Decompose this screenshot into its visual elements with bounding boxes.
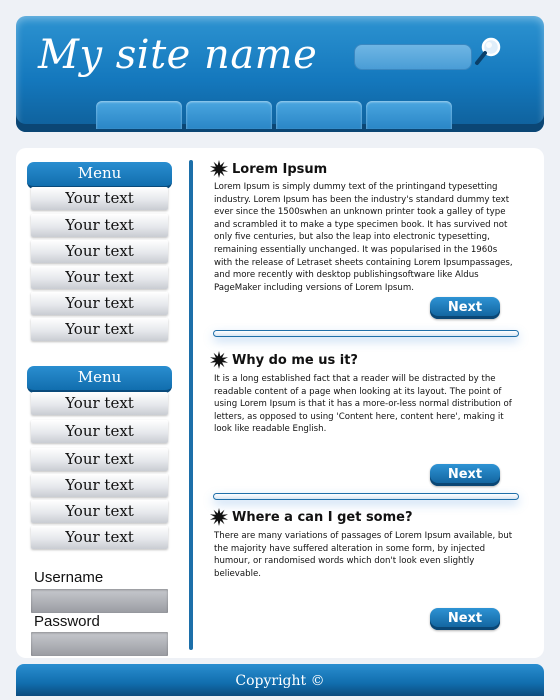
article-3-body: There are many variations of passages of Lorem Ipsum available, but the majority have suffered alteration in some form, by injected humour, or randomised words which don't look even slightly believable.	[214, 531, 513, 579]
menu-2-item[interactable]: Your text	[31, 392, 168, 415]
search-input[interactable]	[354, 44, 472, 70]
menu-1-item[interactable]: Your text	[31, 240, 168, 263]
menu-1-item[interactable]: Your text	[31, 187, 168, 210]
article-1-next-button[interactable]: Next	[430, 297, 500, 319]
menu-2-item[interactable]: Your text	[31, 526, 168, 549]
starburst-icon	[210, 351, 228, 369]
menu-1-item[interactable]: Your text	[31, 318, 168, 341]
nav-tab-4[interactable]	[366, 101, 452, 129]
article-2-next-button[interactable]: Next	[430, 464, 500, 486]
article-divider	[213, 493, 519, 500]
site-footer: Copyright ©	[16, 664, 544, 696]
menu-2-item[interactable]: Your text	[31, 448, 168, 471]
menu-1-header: Menu	[27, 162, 172, 189]
username-label: Username	[34, 569, 104, 586]
menu-2-item[interactable]: Your text	[31, 420, 168, 443]
column-divider	[189, 160, 193, 650]
password-field[interactable]	[31, 632, 168, 656]
article-2-title	[210, 351, 358, 369]
article-3-title	[210, 508, 413, 526]
article-3-next-button[interactable]: Next	[430, 608, 500, 630]
menu-2-item[interactable]: Your text	[31, 500, 168, 523]
article-1-body: Lorem Ipsum is simply dummy text of the printingand typesetting industry. Lorem Ipsum has been the industry's standard dummy text ever since the 1500swhen an unknown printer took a galley of type and scrambled it to make a type specimen book. It has survived not only five centuries, but also the leap into electronic typesetting, remaining essentially unchanged. It was popularised in the 1960s with the release of Letraset sheets containing Lorem Ipsumpassages, and more recently with desktop publishingsoftware like Aldus PageMaker including versions of Lorem Ipsum.	[214, 182, 513, 293]
menu-1-item[interactable]: Your text	[31, 266, 168, 289]
nav-tab-1[interactable]	[96, 101, 182, 129]
menu-2-item[interactable]: Your text	[31, 474, 168, 497]
menu-1-item[interactable]: Your text	[31, 292, 168, 315]
nav-tab-2[interactable]	[186, 101, 272, 129]
article-divider	[213, 330, 519, 337]
article-1-title	[210, 160, 327, 178]
article-1-title-text: Lorem Ipsum	[232, 161, 328, 177]
starburst-icon	[210, 508, 228, 526]
starburst-icon	[210, 160, 228, 178]
menu-1-item[interactable]: Your text	[31, 214, 168, 237]
site-header	[16, 16, 544, 132]
search-icon[interactable]	[474, 36, 502, 66]
article-2-body: It is a long established fact that a reader will be distracted by the readable content of a page when looking at its layout. The point of using Lorem Ipsum is that it has a more-or-less normal distribution of letters, as opposed to using 'Content here, content here', making it look like readable English.	[214, 374, 512, 435]
site-title[interactable]: My site name	[38, 32, 318, 78]
article-2-title-text: Why do me us it?	[232, 352, 358, 368]
menu-2-header: Menu	[27, 366, 172, 393]
password-label: Password	[34, 613, 100, 630]
nav-tab-3[interactable]	[276, 101, 362, 129]
article-3-title-text: Where a can I get some?	[232, 509, 413, 525]
username-field[interactable]	[31, 589, 168, 613]
